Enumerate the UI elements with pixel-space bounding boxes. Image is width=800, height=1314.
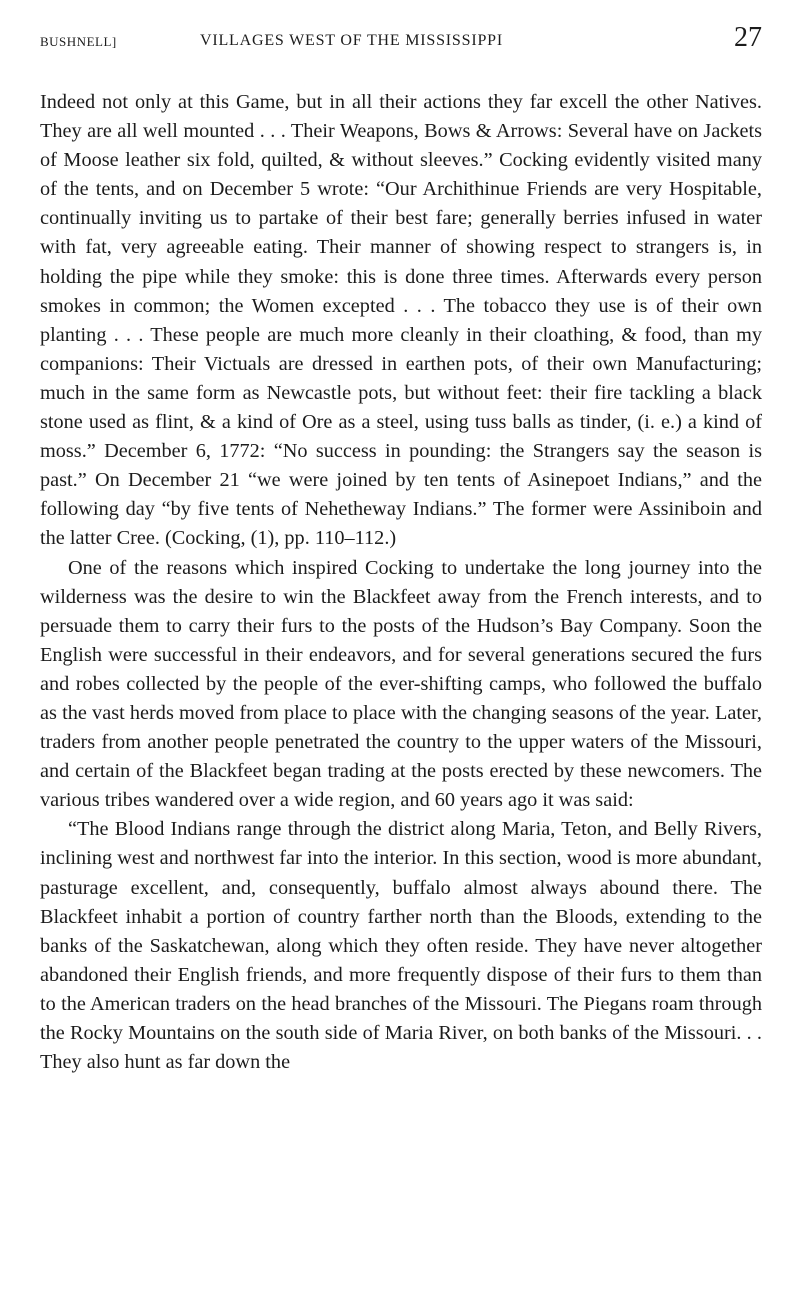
quoted-paragraph: “The Blood Indians range through the district along Maria, Teton, and Belly Rivers, inclining west and northwest far into the interior. In this section, wood is more abundant, pasturage excellent, and, consequently, buffalo almost always abound there. The Blackfeet inhabit a portion of country farther north than the Bloods, extending to the banks of the Saskatchewan, along which they often reside. They have never altogether abandoned their English friends, and more frequently dispose of their furs to them than to the American traders on the head branches of the Missouri. The Piegans roam through the Rocky Mountains on the south side of Maria River, on both banks of the Missouri. . . They also hunt as far down the bbox=[40, 818, 762, 1074]
body-text bbox=[40, 88, 762, 1077]
book-page bbox=[40, 22, 762, 1077]
running-head-author: BUSHNELL] bbox=[40, 34, 117, 49]
paragraph: One of the reasons which inspired Cocking to undertake the long journey into the wilderness was the desire to win the Blackfeet away from the French interests, and to persuade them to carry their furs to the posts of the Hudson’s Bay Company. Soon the English were successful in their endeavors, and for several generations secured the furs and robes collected by the people of the ever-shifting camps, who followed the buffalo as the vast herds moved from place to place with the changing seasons of the year. Later, traders from another people penetrated the country to the upper waters of the Missouri, and certain of the Blackfeet began trading at the posts erected by these newcomers. The various tribes wandered over a wide region, and 60 years ago it was said: bbox=[40, 556, 762, 812]
running-head bbox=[40, 22, 762, 62]
paragraph-continued: Indeed not only at this Game, but in all their actions they far excell the other Natives. They are all well mounted . . . Their Weapons, Bows & Arrows: Several have on Jackets of Moose leather six fold, quilted, & without sleeves.” Cocking evidently visited many of the tents, and on December 5 wrote: “Our Archithinue Friends are very Hospitable, continually inviting us to partake of their best fare; generally berries infused in water with fat, very agreeable eating. Their manner of showing respect to strangers is, in holding the pipe while they smoke: this is done three times. Afterwards every person smokes in common; the Women excepted . . . The tobacco they use is of their own planting . . . These people are much more cleanly in their cloathing, & food, than my companions: Their Victuals are dressed in earthen pots, of their own Manufacturing; much in the same form as Newcastle pots, but without feet: their fire tackling a black stone used as flint, & a kind of Ore as a steel, using tuss balls as tinder, (i. e.) a kind of moss.” December 6, 1772: “No success in pounding: the Strangers say the season is past.” On December 21 “we were joined by ten tents of Asinepoet Indians,” and the following day “by five tents of Nehetheway Indians.” The former were Assiniboin and the latter Cree. (Cocking, (1), pp. 110–112.) bbox=[40, 91, 762, 550]
page-number: 27 bbox=[734, 22, 762, 53]
running-head-title: VILLAGES WEST OF THE MISSISSIPPI bbox=[200, 32, 503, 49]
